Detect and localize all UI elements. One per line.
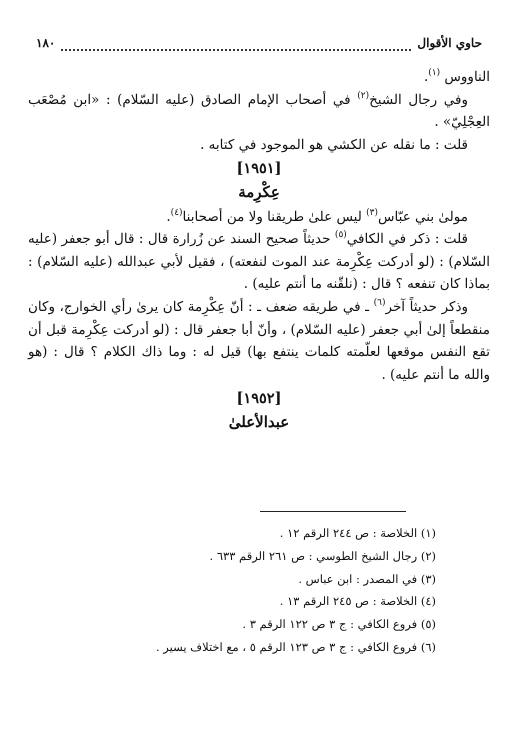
paragraph-rijal-shaykh [28,89,490,134]
footnote-ref-1: (١) [428,68,441,78]
text-span: وفي رجال الشيخ [369,91,468,108]
text-span: ليس علىٰ طريقنا ولا من أصحابنا [182,208,362,225]
text-span: . [166,208,171,225]
text-span: مولىٰ بني عبّاس [378,208,468,225]
footnote-ref-4: (٤) [170,207,183,218]
text-span: الناووس [444,69,490,85]
entry-number-1951: [١٩٥١] [236,160,282,178]
text-span: حديثاً صحيح السند عن زُرارة قال : قال أبو جعفر (عليه السّلام) : (لو أدركت عِكْرِمة عند الموت لنفعته) ، فقيل لأبي عبدالله (عليه السّلام) : بماذا كان تنفعه ؟ قال : (نلقّنه ما أنتم عليه) . [28,231,490,293]
running-title: حاوي الأقوال [417,36,482,50]
footnote-ref-5: (٥) [334,230,347,241]
paragraph-mawla-bani-abbas [28,206,490,229]
text-span: ـ في طريقه ضعف ـ : أنّ عِكْرِمة كان يرىٰ رأي الخوارج، وكان منقطعاً إلىٰ أبي جعفر (عليه السّلام) ، وأنّ أبا جعفر قال : (لو أدركت عِكْرِمة قبل أن تقع النفس موقعها لعلّمته كلمات ينتفع بها) قيل له : وما ذاك الكلام ؟ قال : (هو والله ما أنتم عليه) . [28,298,490,383]
entry-number-1952: [١٩٥٢] [236,390,282,408]
running-header [36,34,482,52]
main-text [28,66,490,436]
text-span: قلت : ما نقله عن الكشي هو الموجود في كتابه . [200,136,468,153]
footnote-separator [260,511,406,512]
text-span: . [423,69,429,85]
footnote-ref-2: (٢) [357,90,370,101]
header-dot-leader [61,39,411,51]
footnote-item: (٤) الخلاصة : ص ٢٤٥ الرقم ١٣ . [279,594,436,609]
entry-name-abd-al-ala: عبدالأعلىٰ [228,412,290,431]
footnote-item: (١) الخلاصة : ص ٢٤٤ الرقم ١٢ . [279,526,436,540]
paragraph-naawus [28,66,490,89]
paragraph-qultu-kashshi [28,134,490,157]
text-span: وذكر حديثاً آخر [385,298,468,315]
footnote-item: (٣) في المصدر : ابن عباس . [298,571,436,586]
footnotes [40,522,436,659]
text-span: في أصحاب الإمام الصادق (عليه السّلام) : «ابن مُصْعَب العِجْلِيّ» . [28,91,490,131]
footnote-ref-6: (٦) [373,297,386,308]
footnote-ref-3: (٣) [366,207,379,218]
paragraph-hadith-akhar [28,296,490,386]
text-span: قلت : ذكر في الكافي [346,231,468,248]
footnote-item: (٥) فروع الكافي : ج ٣ ص ١٢٢ الرقم ٣ . [242,617,436,632]
footnote-item: (٦) فروع الكافي : ج ٣ ص ١٢٣ الرقم ٥ ، مع اختلاف يسير . [155,639,436,654]
paragraph-kafi-hadith [28,228,490,296]
page-number: ١٨٠ [36,36,56,50]
entry-name-ikrima: عِكْرِمة [238,182,280,201]
footnote-item: (٢) رجال الشيخ الطوسي : ص ٢٦١ الرقم ٦٣٣ . [209,548,436,563]
